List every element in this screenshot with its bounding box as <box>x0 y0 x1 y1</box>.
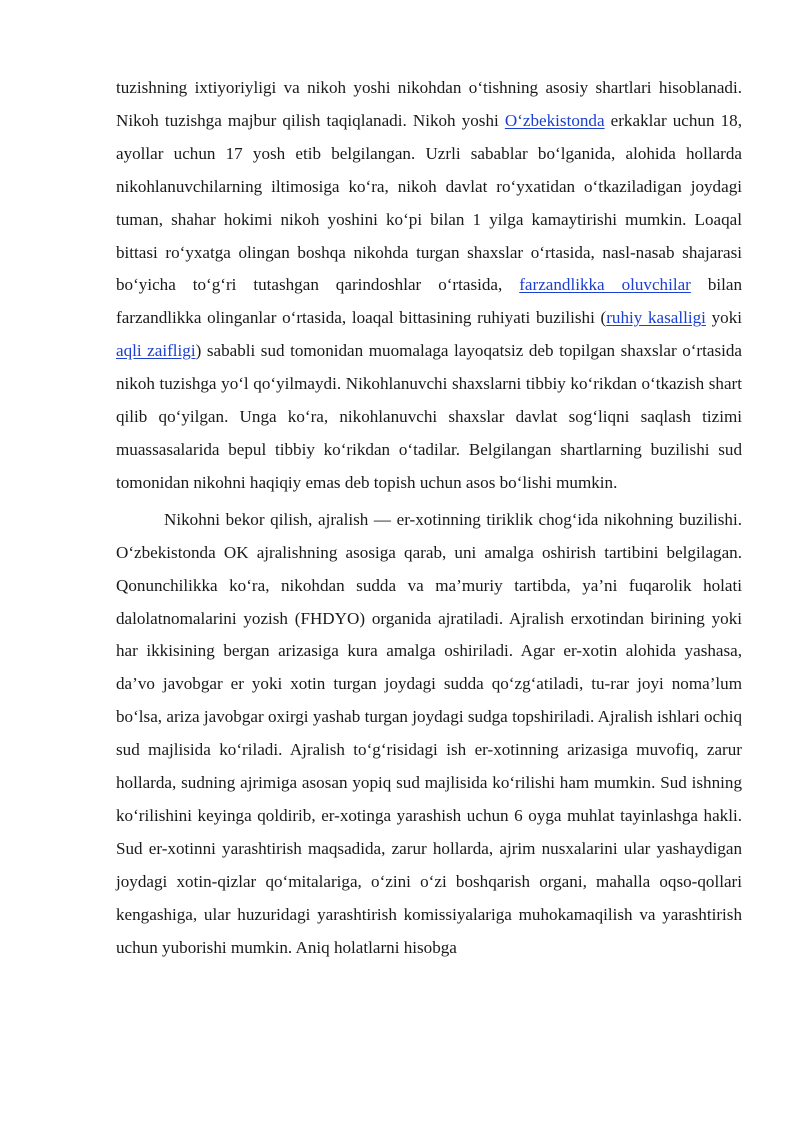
paragraph-marriage-conditions <box>116 72 742 500</box>
paragraph-text: erkaklar uchun 18, ayollar uchun 17 yosh etib belgilangan. Uzrli sabablar bo‘lganida, alohida hollarda nikohlanuvchilarning iltimosiga ko‘ra, nikoh davlat ro‘yxatidan o‘tkaziladigan joydagi tuman, shahar hokimi nikoh yoshini ko‘pi bilan 1 yilga kamaytirishi mumkin. Loaqal bittasi ro‘yxatga olingan boshqa nikohda turgan shaxslar o‘rtasida, nasl-nasab shajarasi bo‘yicha to‘g‘ri tutashgan qarindoshlar o‘rtasida, <box>116 110 742 295</box>
link-adopters[interactable]: farzandlikka oluvchilar <box>519 275 691 295</box>
paragraph-text: tuzishning ixtiyoriyligi va nikoh yoshi nikohdan o‘tishning asosiy shartlari hisoblanadi. Nikoh tuzishga majbur qilish taqiqlanadi. Nikoh yoshi <box>116 78 742 130</box>
document-body <box>116 72 742 964</box>
paragraph-text: bilan farzandlikka olinganlar o‘rtasida, loaqal bittasining ruhiyati buzilishi ( <box>116 275 743 328</box>
paragraph-text: ) sababli sud tomonidan muomalaga layoqatsiz deb topilgan shaxslar o‘rtasida nikoh tuzishga yo‘l qo‘yilmaydi. Nikohlanuvchi shaxslarni tibbiy ko‘rikdan o‘tkazish shart qilib qo‘yilgan. Unga ko‘ra, nikohlanuvchi shaxslar davlat sog‘liqni saqlash tizimi muassasalarida bepul tibbiy ko‘rikdan o‘tadilar. Belgilangan shartlarning buzilishi sud tomonidan nikohni haqiqiy emas deb topish uchun asos bo‘lishi mumkin. <box>116 341 742 492</box>
link-mental-illness[interactable]: ruhiy kasalligi <box>606 308 706 328</box>
paragraph-text: yoki <box>705 308 742 328</box>
link-uzbekistan[interactable]: O‘zbekistonda <box>504 110 605 130</box>
paragraph-divorce: Nikohni bekor qilish, ajralish — er-xotinning tiriklik chog‘ida nikohning buzilishi. O‘zbekistonda OK ajralishning asosiga qarab, uni amalga oshirish tartibini belgilagan. Qonunchilikka ko‘ra, nikohdan sudda va ma’muriy tartibda, ya’ni fuqarolik holati dalolatnomalarini yozish (FHDYO) organida ajratiladi. Ajralish erxotindan birining yoki har ikkisining bergan arizasiga kura amalga oshiriladi. Agar er-xotin alohida yashasa, da’vo javobgar er yoki xotin turgan joydagi sudda qo‘zg‘atiladi, tu-rar joyi noma’lum bo‘lsa, ariza javobgar oxirgi yashab turgan joydagi sudga topshiriladi. Ajralish ishlari ochiq sud majlisida ko‘riladi. Ajralish to‘g‘risidagi ish er-xotinning arizasiga muvofiq, zarur hollarda, sudning ajrimiga asosan yopiq sud majlisida ko‘rilishi ham mumkin. Sud ishning ko‘rilishini keyinga qoldirib, er-xotinga yarashish uchun 6 oyga muhlat tayinlashga hakli. Sud er-xotinni yarashtirish maqsadida, zarur hollarda, ajrim nusxalarini ular yashaydigan joydagi xotin-qizlar qo‘mitalariga, o‘zini o‘zi boshqarish organi, mahalla oqso-qollari kengashiga, ular huzuridagi yarashtirish komissiyalariga muhokamaqilish va yarashtirish uchun yuborishi mumkin. Aniq holatlarni hisobga <box>116 509 742 957</box>
link-mental-retardation[interactable]: aqli zaifligi <box>116 341 196 361</box>
